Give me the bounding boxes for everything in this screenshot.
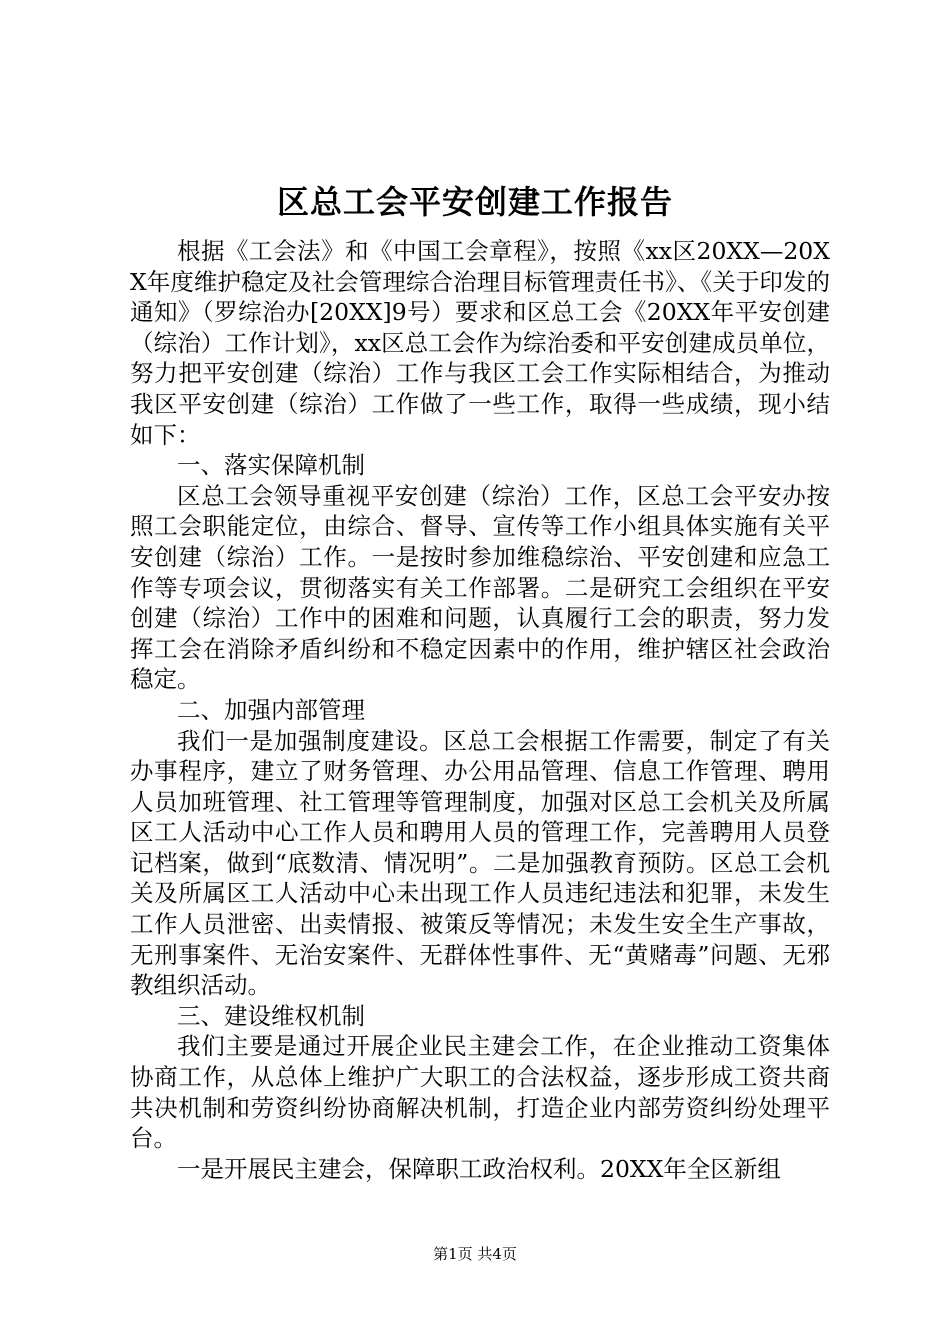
section-2-paragraph: 我们一是加强制度建设。区总工会根据工作需要，制定了有关办事程序，建立了财务管理、办公用品管理、信息工作管理、聘用人员加班管理、社工管理等管理制度，加强对区总工会机关及所属区工人活动中心工作人员和聘用人员的管理工作，完善聘用人员登记档案，做到“底数清、情况明”。二是加强教育预防。区总工会机关及所属区工人活动中心未出现工作人员违纪违法和犯罪，未发生工作人员泄密、出卖情报、被策反等情况；未发生安全生产事故，无刑事案件、无治安案件、无群体性事件、无“黄赌毒”问题、无邪教组织活动。	[130, 726, 830, 1000]
page-footer: 第1页 共4页	[433, 1245, 517, 1263]
section-3-paragraph: 我们主要是通过开展企业民主建会工作，在企业推动工资集体协商工作，从总体上维护广大职工的合法权益，逐步形成工资共商共决机制和劳资纠纷协商解决机制，打造企业内部劳资纠纷处理平台。	[130, 1032, 830, 1153]
section-heading-3: 三、建设维权机制	[177, 1001, 365, 1030]
document-title: 区总工会平安创建工作报告	[276, 183, 673, 221]
section-3-item-1-paragraph: 一是开展民主建会，保障职工政治权利。20XX年全区新组	[177, 1154, 781, 1183]
section-heading-2: 二、加强内部管理	[177, 695, 365, 724]
section-1-paragraph: 区总工会领导重视平安创建（综治）工作，区总工会平安办按照工会职能定位，由综合、督导、宣传等工作小组具体实施有关平安创建（综治）工作。一是按时参加维稳综治、平安创建和应急工作等专项会议，贯彻落实有关工作部署。二是研究工会组织在平安创建（综治）工作中的困难和问题，认真履行工会的职责，努力发挥工会在消除矛盾纠纷和不稳定因素中的作用，维护辖区社会政治稳定。	[130, 481, 830, 694]
intro-paragraph: 根据《工会法》和《中国工会章程》，按照《xx区20XX—20XX年度维护稳定及社会管理综合治理目标管理责任书》、《关于印发的通知》（罗综治办[20XX]9号）要求和区总工会《20XX年平安创建（综治）工作计划》，xx区总工会作为综治委和平安创建成员单位，努力把平安创建（综治）工作与我区工会工作实际相结合，为推动我区平安创建（综治）工作做了一些工作，取得一些成绩，现小结如下：	[130, 237, 830, 449]
document-body	[130, 236, 830, 1184]
section-heading-1: 一、落实保障机制	[177, 451, 365, 480]
